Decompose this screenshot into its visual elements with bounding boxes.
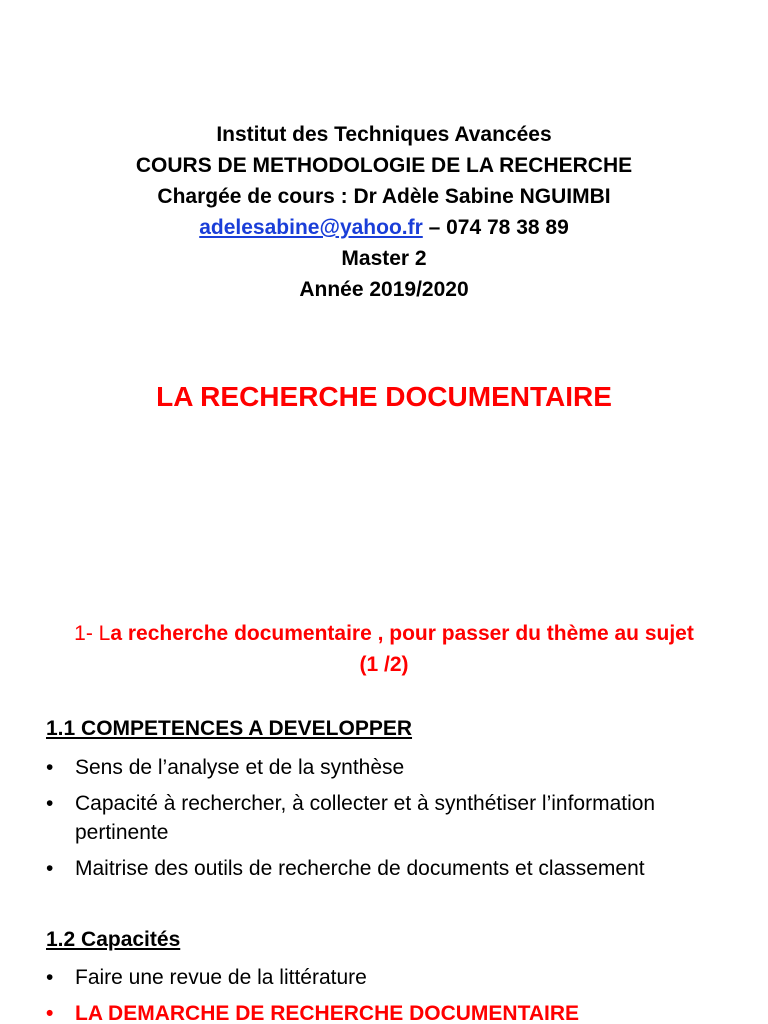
bullet-icon: •: [46, 792, 54, 815]
bullet-icon: •: [46, 857, 54, 880]
contact-line: [0, 212, 768, 243]
list-item: [46, 999, 746, 1024]
capacites-list: [46, 963, 746, 1024]
bullet-icon: •: [46, 966, 54, 989]
list-item: [46, 854, 746, 883]
institution-name: Institut des Techniques Avancées: [216, 123, 552, 146]
competences-list: [46, 753, 746, 890]
phone-number: – 074 78 38 89: [422, 216, 569, 239]
email-link[interactable]: adelesabine@yahoo.fr: [199, 216, 423, 239]
section-heading-line1: [0, 618, 768, 649]
section-heading-text: a recherche documentaire , pour passer du thème au sujet: [110, 622, 694, 645]
section-prefix: 1- L: [74, 622, 111, 645]
list-item-text: Sens de l’analyse et de la synthèse: [75, 756, 405, 779]
year-line: Année 2019/2020: [299, 278, 469, 301]
list-item-text: Maitrise des outils de recherche de documents et classement: [75, 857, 645, 880]
bullet-icon: •: [46, 1002, 54, 1024]
list-item: [46, 753, 746, 782]
level-line: Master 2: [341, 247, 427, 270]
lecturer-line: Chargée de cours : Dr Adèle Sabine NGUIMBI: [157, 185, 611, 208]
list-item-text: Capacité à rechercher, à collecter et à synthétiser l’information pertinente: [75, 792, 656, 844]
course-title: COURS DE METHODOLOGIE DE LA RECHERCHE: [135, 154, 633, 177]
course-header: [0, 119, 768, 305]
competences-heading: 1.1 COMPETENCES A DEVELOPPER: [46, 717, 413, 740]
section-heading: [0, 618, 768, 680]
list-item-text: LA DEMARCHE DE RECHERCHE DOCUMENTAIRE: [75, 1002, 580, 1024]
slide-title: LA RECHERCHE DOCUMENTAIRE: [156, 381, 612, 412]
capacites-heading: 1.2 Capacités: [46, 928, 181, 951]
section-heading-line2: (1 /2): [359, 653, 409, 676]
list-item: [46, 963, 746, 992]
list-item-text: Faire une revue de la littérature: [75, 966, 367, 989]
bullet-icon: •: [46, 756, 54, 779]
list-item: [46, 789, 746, 847]
